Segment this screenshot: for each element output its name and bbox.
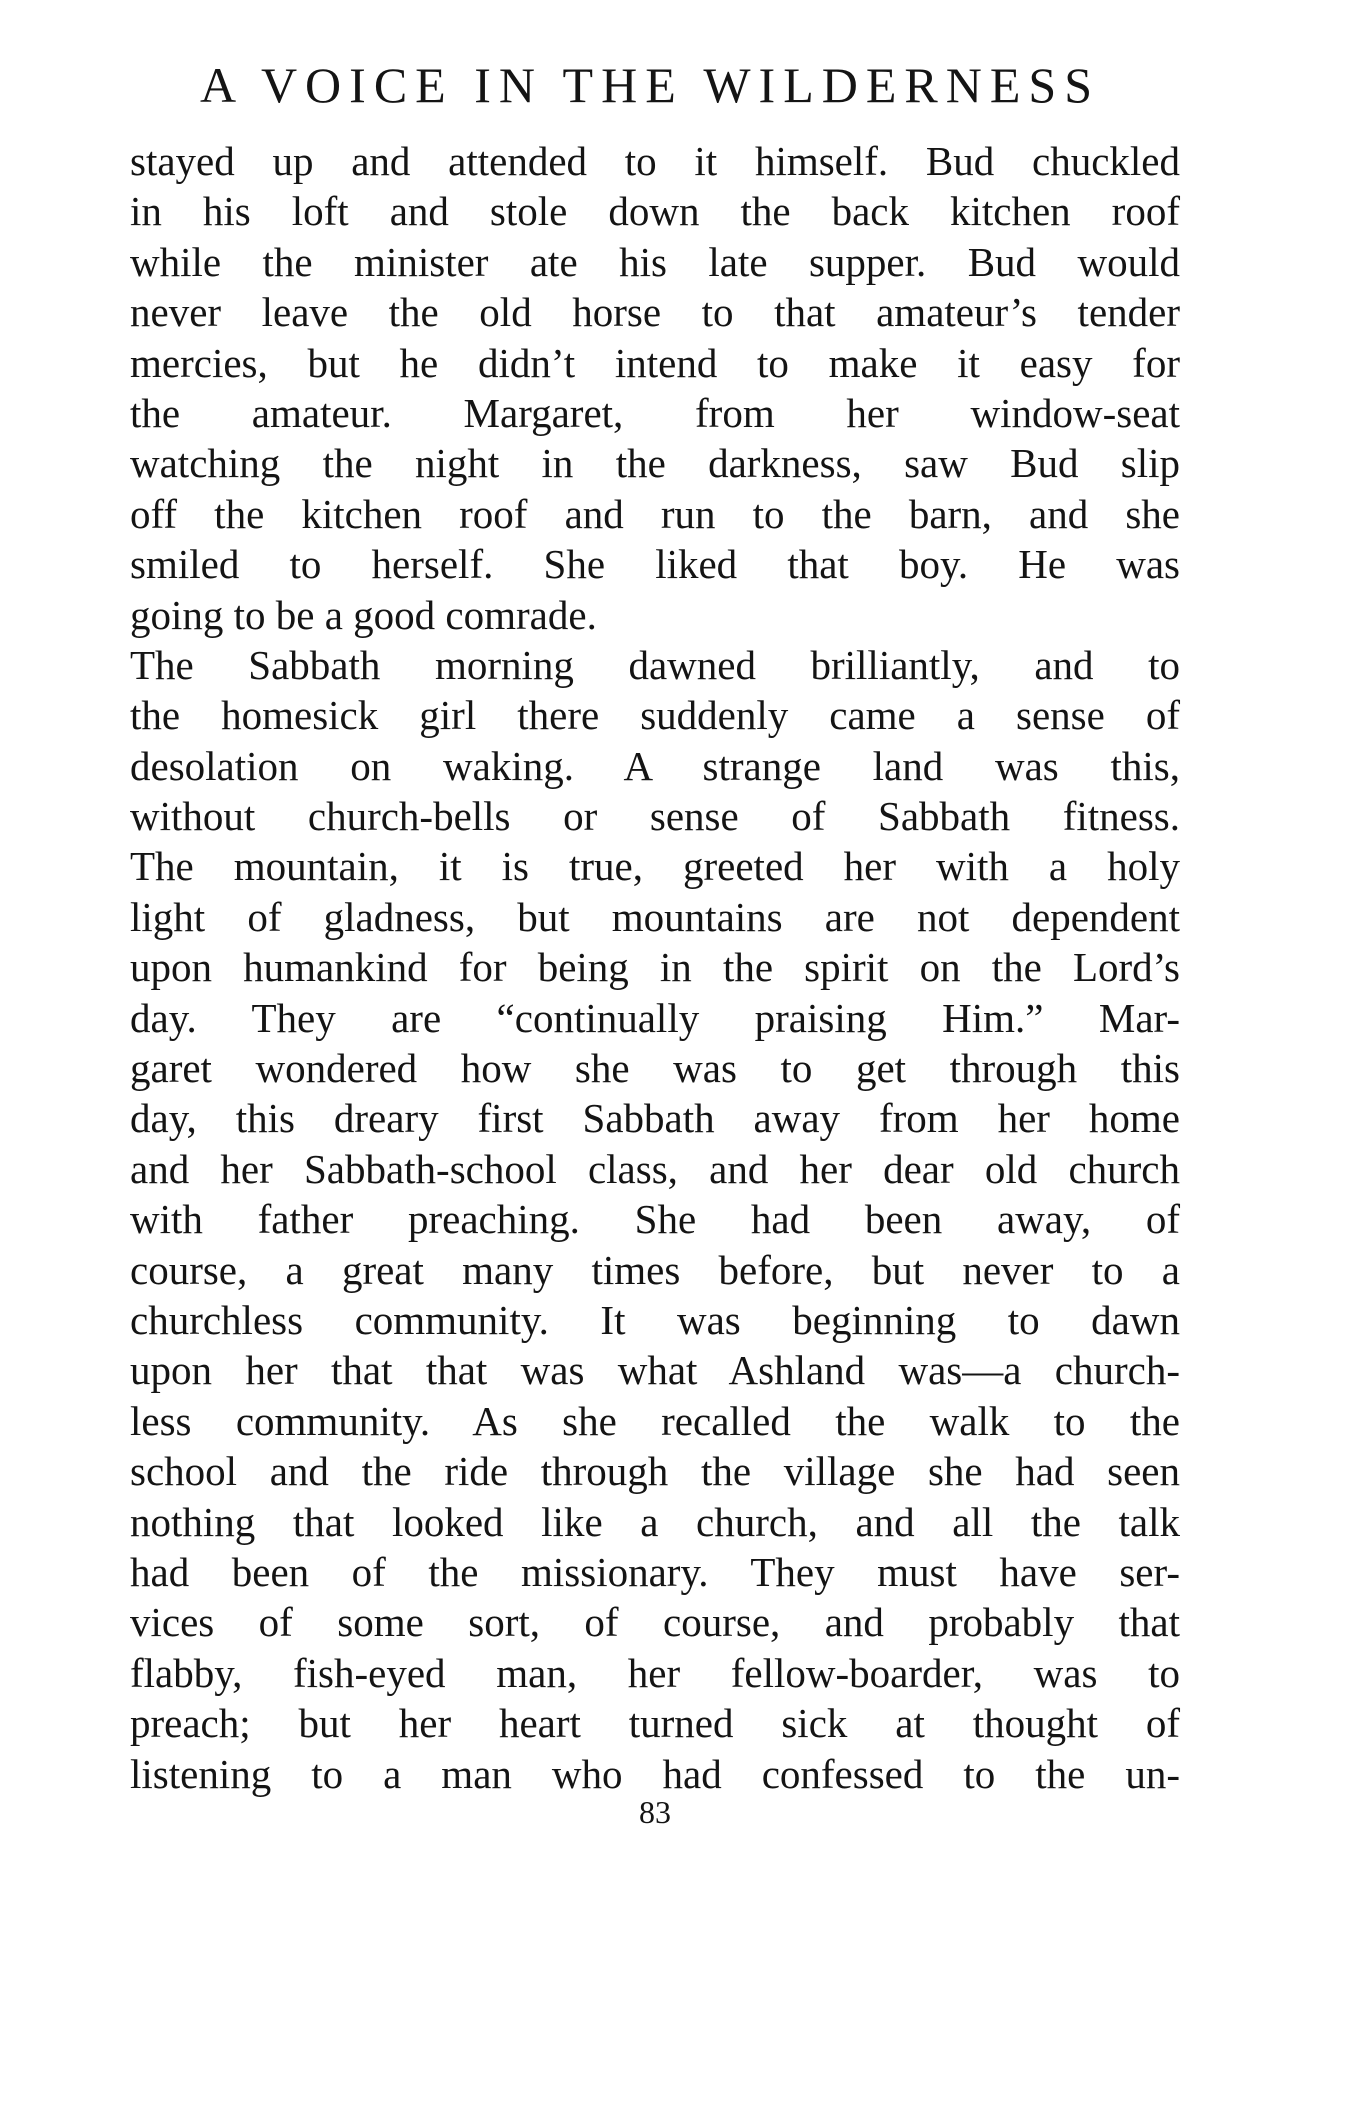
- text-line: in his loft and stole down the back kitchen roof: [130, 188, 1180, 235]
- text-line: churchless community. It was beginning to dawn: [130, 1296, 1180, 1343]
- text-line: stayed up and attended to it himself. Bud chuckled: [130, 138, 1180, 184]
- text-line: smiled to herself. She liked that boy. He was: [130, 541, 1180, 588]
- text-line: while the minister ate his late supper. Bud would: [130, 238, 1180, 285]
- text-line: with father preaching. She had been away, of: [130, 1196, 1180, 1243]
- text-line: upon her that that was what Ashland was—a church-: [130, 1347, 1180, 1394]
- text-line: listening to a man who had confessed to the un-: [130, 1750, 1180, 1797]
- text-line: the homesick girl there suddenly came a sense of: [130, 692, 1180, 739]
- text-line: nothing that looked like a church, and all the talk: [130, 1498, 1180, 1545]
- text-line: The Sabbath morning dawned brilliantly, and to: [130, 641, 1180, 688]
- text-line: mercies, but he didn’t intend to make it easy for: [130, 339, 1180, 386]
- text-line: had been of the missionary. They must have ser-: [130, 1548, 1180, 1595]
- text-line: flabby, fish-eyed man, her fellow-boarder, was to: [130, 1649, 1180, 1696]
- text-line: day, this dreary first Sabbath away from her home: [130, 1095, 1180, 1142]
- text-line: The mountain, it is true, greeted her with a holy: [130, 843, 1180, 890]
- text-line: light of gladness, but mountains are not dependent: [130, 893, 1180, 940]
- text-line: going to be a good comrade.: [130, 591, 597, 638]
- text-line: vices of some sort, of course, and probably that: [130, 1599, 1180, 1646]
- text-line: day. They are “continually praising Him.” Mar-: [130, 994, 1180, 1041]
- text-line: off the kitchen roof and run to the barn, and she: [130, 490, 1180, 537]
- text-line: watching the night in the darkness, saw Bud slip: [130, 440, 1180, 487]
- body-text: [130, 136, 1180, 1799]
- text-line: less community. As she recalled the walk to the: [130, 1397, 1180, 1444]
- running-head: A VOICE IN THE WILDERNESS: [200, 57, 1100, 113]
- text-line: course, a great many times before, but never to a: [130, 1246, 1180, 1293]
- text-line: preach; but her heart turned sick at thought of: [130, 1700, 1180, 1747]
- text-line: the amateur. Margaret, from her window-seat: [130, 389, 1180, 436]
- text-line: without church-bells or sense of Sabbath fitness.: [130, 793, 1180, 840]
- page-number: 83: [639, 1794, 671, 1830]
- text-line: never leave the old horse to that amateur’s tender: [130, 289, 1180, 336]
- text-line: desolation on waking. A strange land was this,: [130, 742, 1180, 789]
- text-line: and her Sabbath-school class, and her dear old church: [130, 1145, 1180, 1192]
- text-line: school and the ride through the village she had seen: [130, 1448, 1180, 1495]
- text-line: garet wondered how she was to get through this: [130, 1045, 1180, 1092]
- text-line: upon humankind for being in the spirit on the Lord’s: [130, 944, 1180, 991]
